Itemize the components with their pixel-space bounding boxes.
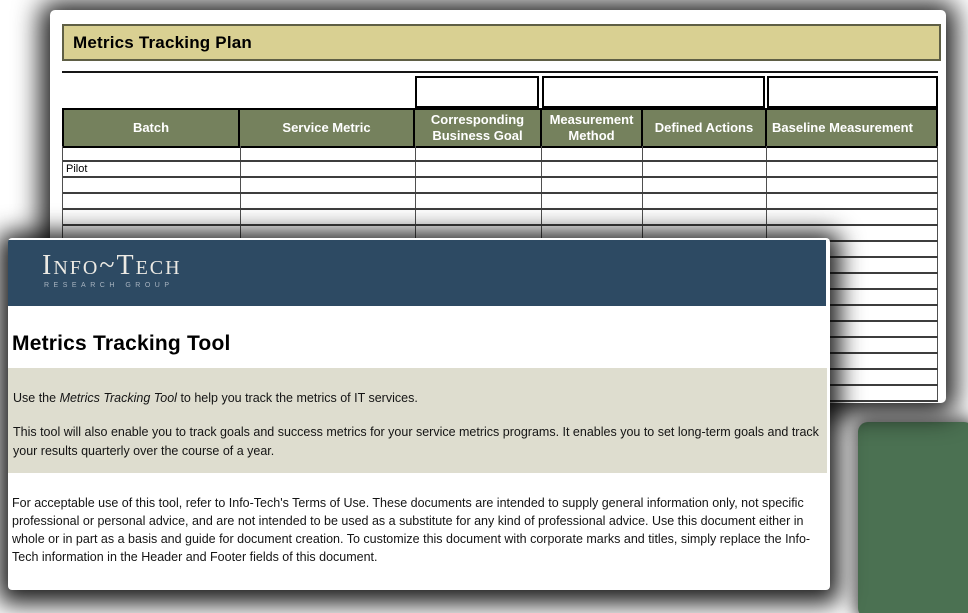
table-cell[interactable] — [63, 178, 241, 192]
table-cell[interactable] — [643, 194, 767, 208]
sheet-title: Metrics Tracking Plan — [73, 32, 252, 52]
column-header-measurement-method[interactable]: Measurement Method — [542, 110, 643, 146]
table-cell[interactable] — [241, 146, 416, 160]
table-cell[interactable] — [241, 194, 416, 208]
table-cell[interactable] — [416, 146, 543, 160]
table-top-rule — [62, 71, 938, 73]
document-title: Metrics Tracking Tool — [12, 332, 231, 355]
table-cell[interactable] — [542, 210, 643, 224]
table-cell[interactable] — [63, 210, 241, 224]
table-cell[interactable] — [416, 194, 543, 208]
table-cell[interactable]: Pilot — [63, 162, 241, 176]
table-row — [63, 162, 938, 178]
table-cell[interactable] — [767, 146, 938, 160]
merged-cell[interactable] — [542, 76, 765, 108]
body-paragraph: This tool will also enable you to track goals and success metrics for your service metrics programs. It enables you to set long-term goals and track your results quarterly over the course of a year. — [13, 424, 819, 458]
table-cell[interactable] — [767, 162, 938, 176]
table-cell[interactable] — [63, 146, 241, 160]
column-header-business-goal[interactable]: Corresponding Business Goal — [415, 110, 542, 146]
table-cell[interactable] — [542, 178, 643, 192]
intro-paragraph: Use the Metrics Tracking Tool to help you track the metrics of IT services. — [13, 391, 418, 405]
column-header-baseline-measurement[interactable]: Baseline Measurement — [767, 110, 938, 146]
table-cell[interactable] — [542, 162, 643, 176]
column-header-defined-actions[interactable]: Defined Actions — [643, 110, 767, 146]
table-cell[interactable] — [643, 146, 767, 160]
terms-paragraph: For acceptable use of this tool, refer to Info-Tech's Terms of Use. These documents are intended to supply general information only, not specific professional or personal advice, and are not intended to be used as a substitute for any kind of professional advice. Use this document either in whole or in part as a basis and guide for document creation. To customize this document with corporate marks and titles, simply replace the Info-Tech information in the Header and Footer fields of this document. — [12, 496, 811, 565]
merged-cell[interactable] — [415, 76, 539, 108]
logo-wordmark: Info~Tech — [42, 250, 182, 281]
table-cell[interactable] — [767, 194, 938, 208]
table-row — [63, 178, 938, 194]
table-cell[interactable] — [643, 162, 767, 176]
table-cell[interactable] — [643, 210, 767, 224]
table-cell[interactable] — [416, 178, 543, 192]
table-cell[interactable] — [241, 162, 416, 176]
green-card — [858, 422, 968, 613]
table-row — [63, 210, 938, 226]
sheet-title-bar[interactable] — [62, 24, 941, 61]
table-cell[interactable] — [416, 210, 543, 224]
column-header-batch[interactable]: Batch — [62, 110, 240, 146]
table-cell[interactable] — [542, 146, 643, 160]
table-cell[interactable] — [63, 194, 241, 208]
infotech-banner — [8, 240, 826, 306]
document-page — [8, 238, 830, 590]
table-cell[interactable] — [767, 178, 938, 192]
table-cell[interactable] — [643, 178, 767, 192]
table-cell[interactable] — [767, 210, 938, 224]
table-cell[interactable] — [416, 162, 543, 176]
merged-cell[interactable] — [767, 76, 938, 108]
table-header-row — [62, 108, 938, 148]
logo-subtitle: RESEARCH GROUP — [44, 282, 174, 289]
table-cell[interactable] — [241, 210, 416, 224]
table-row — [63, 146, 938, 162]
column-header-service-metric[interactable]: Service Metric — [240, 110, 415, 146]
intro-box — [8, 368, 827, 473]
table-cell[interactable] — [241, 178, 416, 192]
infotech-logo — [42, 251, 182, 289]
table-row — [63, 194, 938, 210]
table-cell[interactable] — [542, 194, 643, 208]
